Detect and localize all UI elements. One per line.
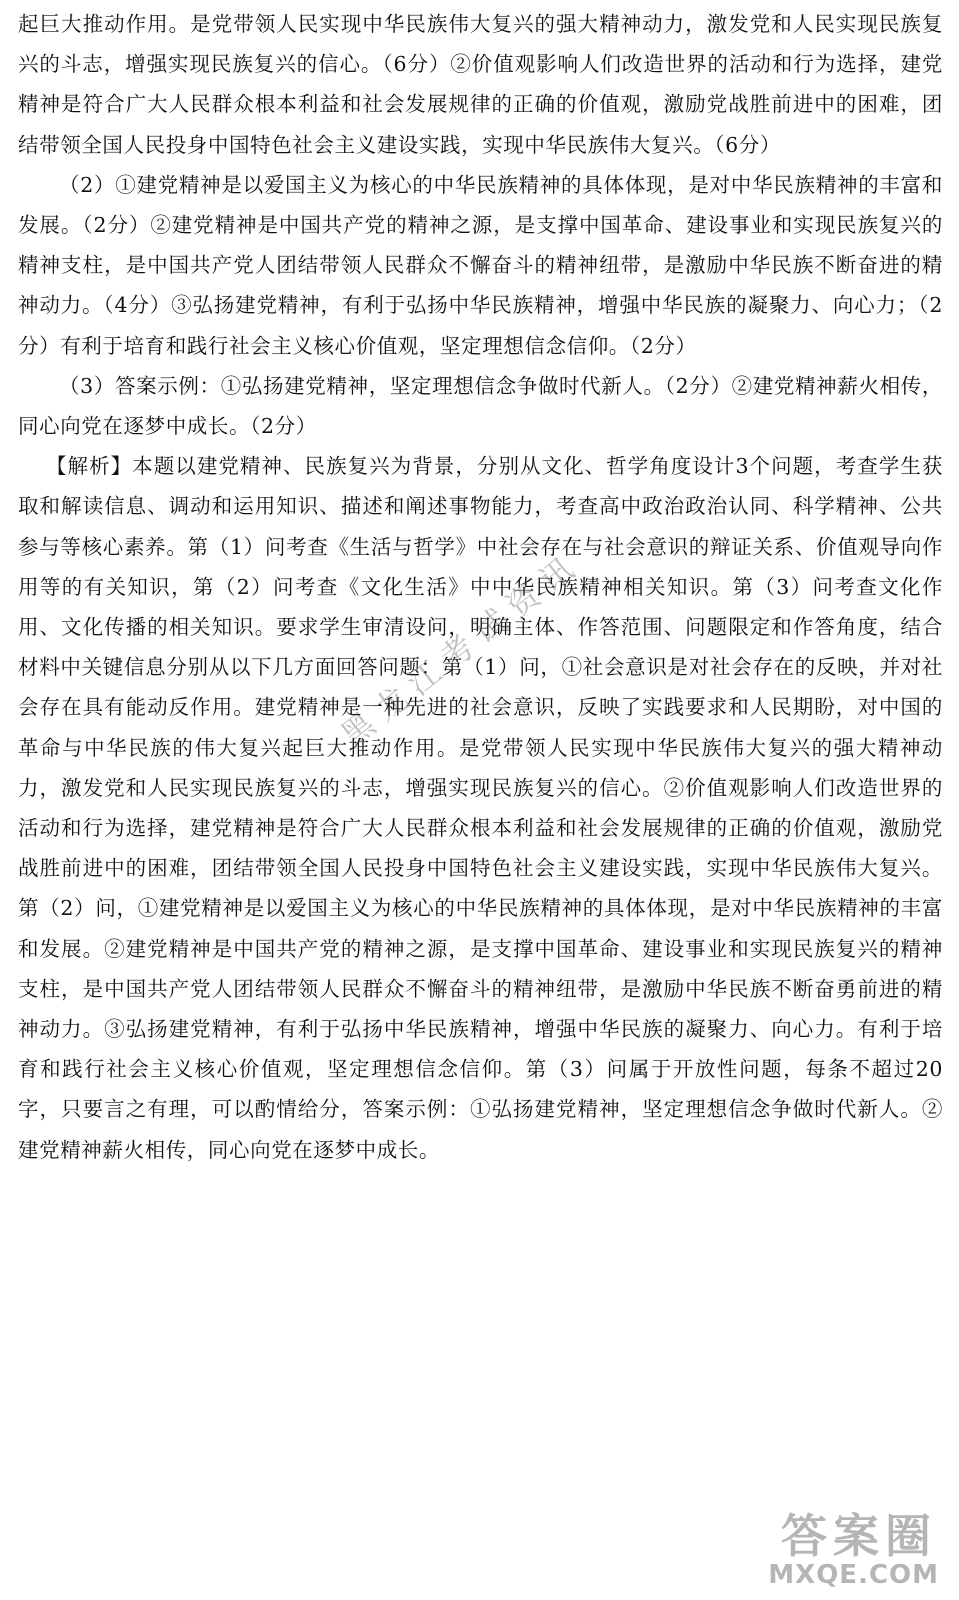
watermark-text: 黑龙江考试资讯 [333,543,589,755]
answer-paragraph-2: （2）①建党精神是以爱国主义为核心的中华民族精神的具体体现，是对中华民族精神的丰富和发展。（2分）②建党精神是中国共产党的精神之源，是支撑中国革命、建设事业和实现民族复兴的精神支柱，是中国共产党人团结带领人民群众不懈奋斗的精神纽带，是激励中华民族不断奋进的精神动力。（4分）③弘扬建党精神，有利于弘扬中华民族精神，增强中华民族的凝聚力、向心力；（2分）有利于培育和践行社会主义核心价值观，坚定理想信念信仰。（2分） [18,172,943,358]
answer-paragraph-3: （3）答案示例：①弘扬建党精神，坚定理想信念争做时代新人。（2分）②建党精神薪火相传，同心向党在逐梦中成长。（2分） [18,373,943,439]
site-logo-url: MXQE.COM [768,1560,939,1590]
document-body [18,4,943,1170]
site-logo-name: 答案圈 [781,1509,937,1563]
site-logo [765,1500,945,1592]
analysis-paragraph: 【解析】本题以建党精神、民族复兴为背景，分别从文化、哲学角度设计3个问题，考查学生获取和解读信息、调动和运用知识、描述和阐述事物能力，考查高中政治政治认同、科学精神、公共参与等核心素养。第（1）问考查《生活与哲学》中社会存在与社会意识的辩证关系、价值观导向作用等的有关知识，第（2）问考查《文化生活》中中华民族精神相关知识。第（3）问考查文化作用、文化传播的相关知识。要求学生审清设问，明确主体、作答范围、问题限定和作答角度，结合材料中关键信息分别从以下几方面回答问题：第（1）问，①社会意识是对社会存在的反映，并对社会存在具有能动反作用。建党精神是一种先进的社会意识，反映了实践要求和人民期盼，对中国的革命与中华民族的伟大复兴起巨大推动作用。是党带领人民实现中华民族伟大复兴的强大精神动力，激发党和人民实现民族复兴的斗志，增强实现民族复兴的信心。②价值观影响人们改造世界的活动和行为选择，建党精神是符合广大人民群众根本利益和社会发展规律的正确的价值观，激励党战胜前进中的困难，团结带领全国人民投身中国特色社会主义建设实践，实现中华民族伟大复兴。第（2）问，①建党精神是以爱国主义为核心的中华民族精神的具体体现，是对中华民族精神的丰富和发展。②建党精神是中国共产党的精神之源，是支撑中国革命、建设事业和实现民族复兴的精神支柱，是中国共产党人团结带领人民群众不懈奋斗的精神纽带，是激励中华民族不断奋勇前进的精神动力。③弘扬建党精神，有利于弘扬中华民族精神，增强中华民族的凝聚力、向心力。有利于培育和践行社会主义核心价值观，坚定理想信念信仰。第（3）问属于开放性问题，每条不超过20字，只要言之有理，可以酌情给分，答案示例：①弘扬建党精神，坚定理想信念争做时代新人。②建党精神薪火相传，同心向党在逐梦中成长。 [18,454,943,1162]
answer-paragraph-1-continued: 起巨大推动作用。是党带领人民实现中华民族伟大复兴的强大精神动力，激发党和人民实现民族复兴的斗志，增强实现民族复兴的信心。（6分）②价值观影响人们改造世界的活动和行为选择，建党精神是符合广大人民群众根本利益和社会发展规律的正确的价值观，激励党战胜前进中的困难，团结带领全国人民投身中国特色社会主义建设实践，实现中华民族伟大复兴。（6分） [18,12,943,157]
